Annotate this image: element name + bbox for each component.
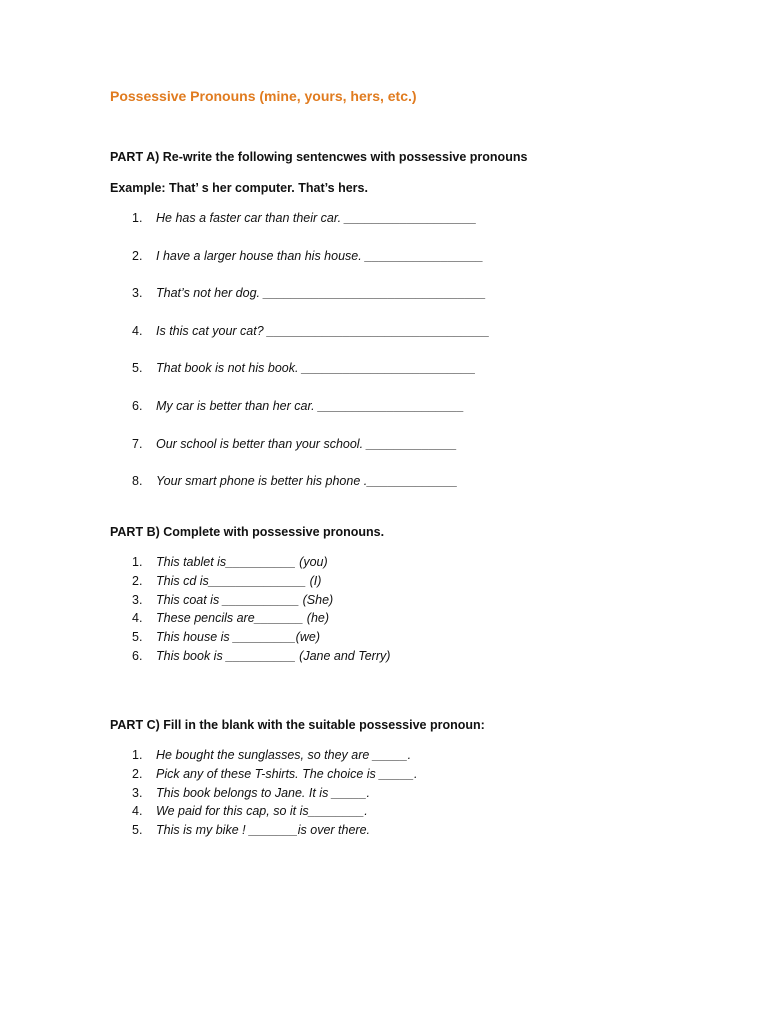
item-number: 6. — [132, 398, 143, 413]
item-number: 2. — [132, 573, 143, 588]
item-text: This book belongs to Jane. It is _____. — [156, 785, 371, 800]
part-a-example: Example: That’ s her computer. That’s hers. — [110, 181, 368, 195]
list-item — [110, 609, 390, 628]
part-c-list — [110, 746, 417, 840]
item-number: 8. — [132, 474, 143, 489]
item-text: Your smart phone is better his phone ._____________ — [156, 474, 458, 489]
item-text: Our school is better than your school. _____________ — [156, 436, 457, 451]
list-item — [110, 591, 390, 610]
item-number: 4. — [132, 323, 143, 338]
item-number: 6. — [132, 648, 143, 663]
item-number: 1. — [132, 555, 143, 569]
item-text: We paid for this cap, so it is________. — [156, 804, 368, 819]
list-item — [110, 821, 417, 840]
list-item — [110, 209, 490, 247]
list-item — [110, 628, 390, 647]
item-number: 3. — [132, 286, 143, 301]
item-number: 5. — [132, 361, 143, 376]
item-text: This is my bike ! _______is over there. — [156, 823, 370, 838]
list-item — [110, 435, 490, 473]
list-item — [110, 647, 390, 666]
worksheet-title: Possessive Pronouns (mine, yours, hers, etc.) — [110, 88, 417, 104]
list-item — [110, 765, 417, 784]
item-text: This tablet is__________ (you) — [156, 555, 328, 569]
item-text: He bought the sunglasses, so they are _____. — [156, 748, 412, 762]
part-b-list — [110, 553, 390, 666]
item-text: This coat is ___________ (She) — [156, 592, 334, 607]
item-number: 4. — [132, 611, 143, 626]
item-number: 3. — [132, 592, 143, 607]
item-text: Is this cat your cat? ________________________________ — [156, 323, 490, 338]
item-number: 1. — [132, 748, 143, 762]
list-item — [110, 322, 490, 360]
item-text: That book is not his book. _________________________ — [156, 361, 476, 376]
item-text: This house is _________(we) — [156, 630, 320, 645]
item-text: These pencils are_______ (he) — [156, 611, 330, 626]
item-text: I have a larger house than his house. _________________ — [156, 248, 484, 263]
list-item — [110, 802, 417, 821]
item-text: My car is better than her car. _____________________ — [156, 398, 465, 413]
list-item — [110, 359, 490, 397]
item-text: He has a faster car than their car. ___________________ — [156, 211, 477, 225]
list-item — [110, 784, 417, 803]
item-number: 5. — [132, 630, 143, 645]
list-item — [110, 397, 490, 435]
item-text: This cd is______________ (I) — [156, 573, 322, 588]
item-text: Pick any of these T-shirts. The choice is _____. — [156, 766, 418, 781]
list-item — [110, 247, 490, 285]
item-text: That’s not her dog. ________________________________ — [156, 286, 486, 301]
item-number: 7. — [132, 436, 143, 451]
list-item — [110, 472, 490, 510]
item-text: This book is __________ (Jane and Terry) — [156, 648, 391, 663]
item-number: 4. — [132, 804, 143, 819]
item-number: 5. — [132, 823, 143, 838]
item-number: 1. — [132, 211, 143, 225]
item-number: 2. — [132, 248, 143, 263]
list-item — [110, 553, 390, 572]
part-a-heading: PART A) Re-write the following sentencwes with possessive pronouns — [110, 150, 528, 164]
list-item — [110, 746, 417, 765]
list-item — [110, 284, 490, 322]
list-item — [110, 572, 390, 591]
item-number: 3. — [132, 785, 143, 800]
part-b-heading: PART B) Complete with possessive pronouns. — [110, 525, 385, 539]
part-a-list — [110, 209, 490, 510]
item-number: 2. — [132, 766, 143, 781]
part-c-heading: PART C) Fill in the blank with the suitable possessive pronoun: — [110, 718, 485, 732]
